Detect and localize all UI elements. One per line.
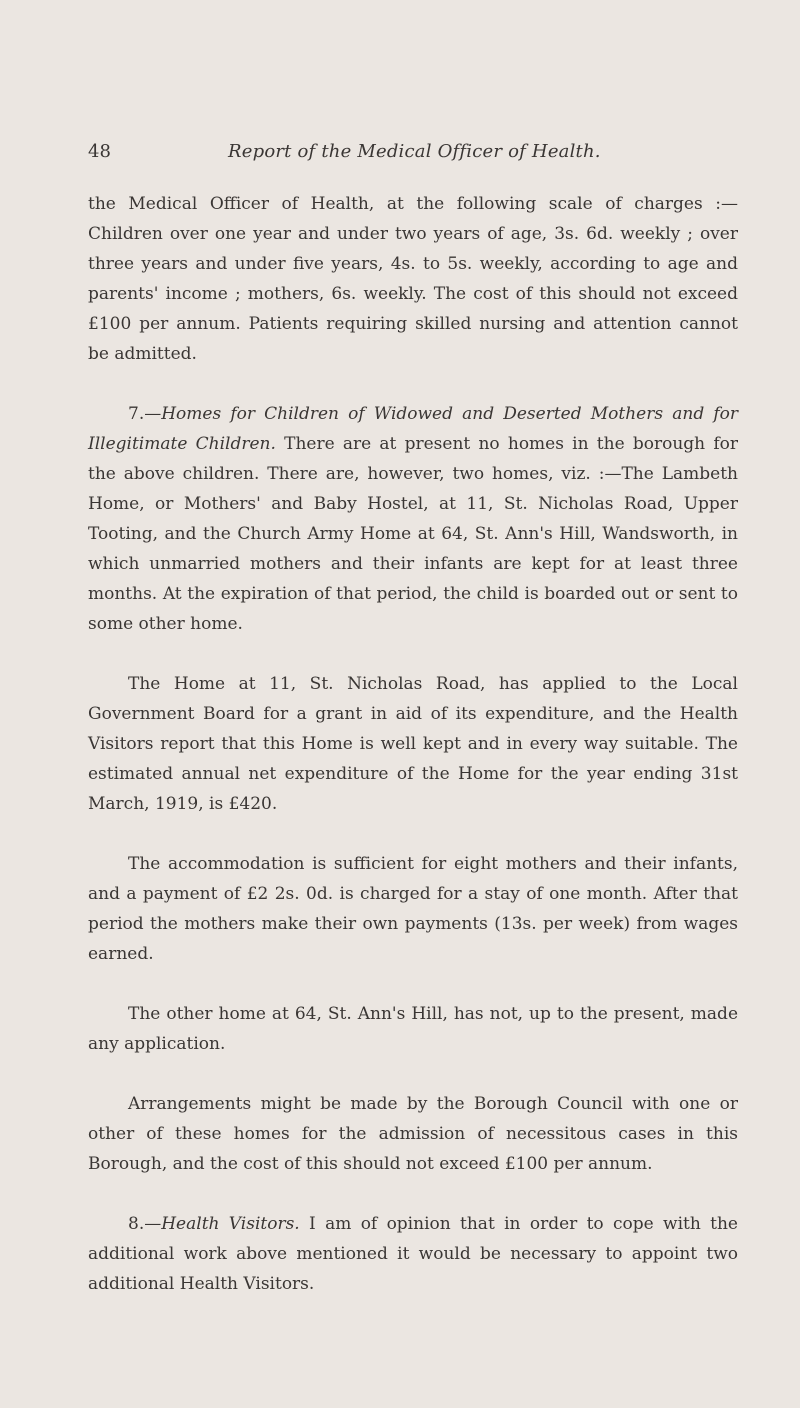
page-number: 48 [88, 141, 111, 162]
section-number: 8.— [128, 1214, 162, 1234]
paragraph-arrangements: Arrangements might be made by the Borough Council with one or other of these homes for the admission of necessitous cases in this Borough, and the cost of this should not exceed £100 per annum. [88, 1094, 738, 1174]
section-heading: Health Visitors. [161, 1214, 300, 1234]
paragraph-st-anns-home: The other home at 64, St. Ann's Hill, has not, up to the present, made any application. [88, 1004, 738, 1054]
section-text: I am of opinion that in order to cope with the additional work above mentioned it would be necessary to appoint two additional Health Visitors. [88, 1214, 738, 1294]
body-text [88, 189, 738, 1329]
running-title: Report of the Medical Officer of Health. [228, 141, 601, 162]
paragraph-homes-for-children [88, 399, 738, 639]
paragraph-accommodation: The accommodation is sufficient for eight mothers and their infants, and a payment of £2 2s. 0d. is charged for a stay of one month. After that period the mothers make their own payments (13s. per week) from wages earned. [88, 854, 738, 964]
section-text: There are at present no homes in the borough for the above children. There are, however, two homes, viz. :—The Lambeth Home, or Mothers' and Baby Hostel, at 11, St. Nicholas Road, Upper Tooting, and the Church Army Home at 64, St. Ann's Hill, Wandsworth, in which unmarried mothers and their infants are kept for at least three months. At the expiration of that period, the child is boarded out or sent to some other home. [88, 434, 738, 634]
paragraph-health-visitors [88, 1209, 738, 1299]
paragraph-scale-of-charges: the Medical Officer of Health, at the following scale of charges :— Children over one year and under two years of age, 3s. 6d. weekly ; over three years and under five years, 4s. to 5s. weekly, according to age and parents' income ; mothers, 6s. weekly. The cost of this should not exceed £100 per annum. Patients requiring skilled nursing and attention cannot be admitted. [88, 194, 738, 364]
section-heading: Homes for Children of Widowed and Deserted Mothers and for Illegitimate Children. [88, 404, 738, 454]
page-header [88, 137, 738, 167]
section-number: 7.— [128, 404, 162, 424]
paragraph-st-nicholas-home: The Home at 11, St. Nicholas Road, has applied to the Local Government Board for a grant in aid of its expenditure, and the Health Visitors report that this Home is well kept and in every way suitable. The estimated annual net expenditure of the Home for the year ending 31st March, 1919, is £420. [88, 674, 738, 814]
